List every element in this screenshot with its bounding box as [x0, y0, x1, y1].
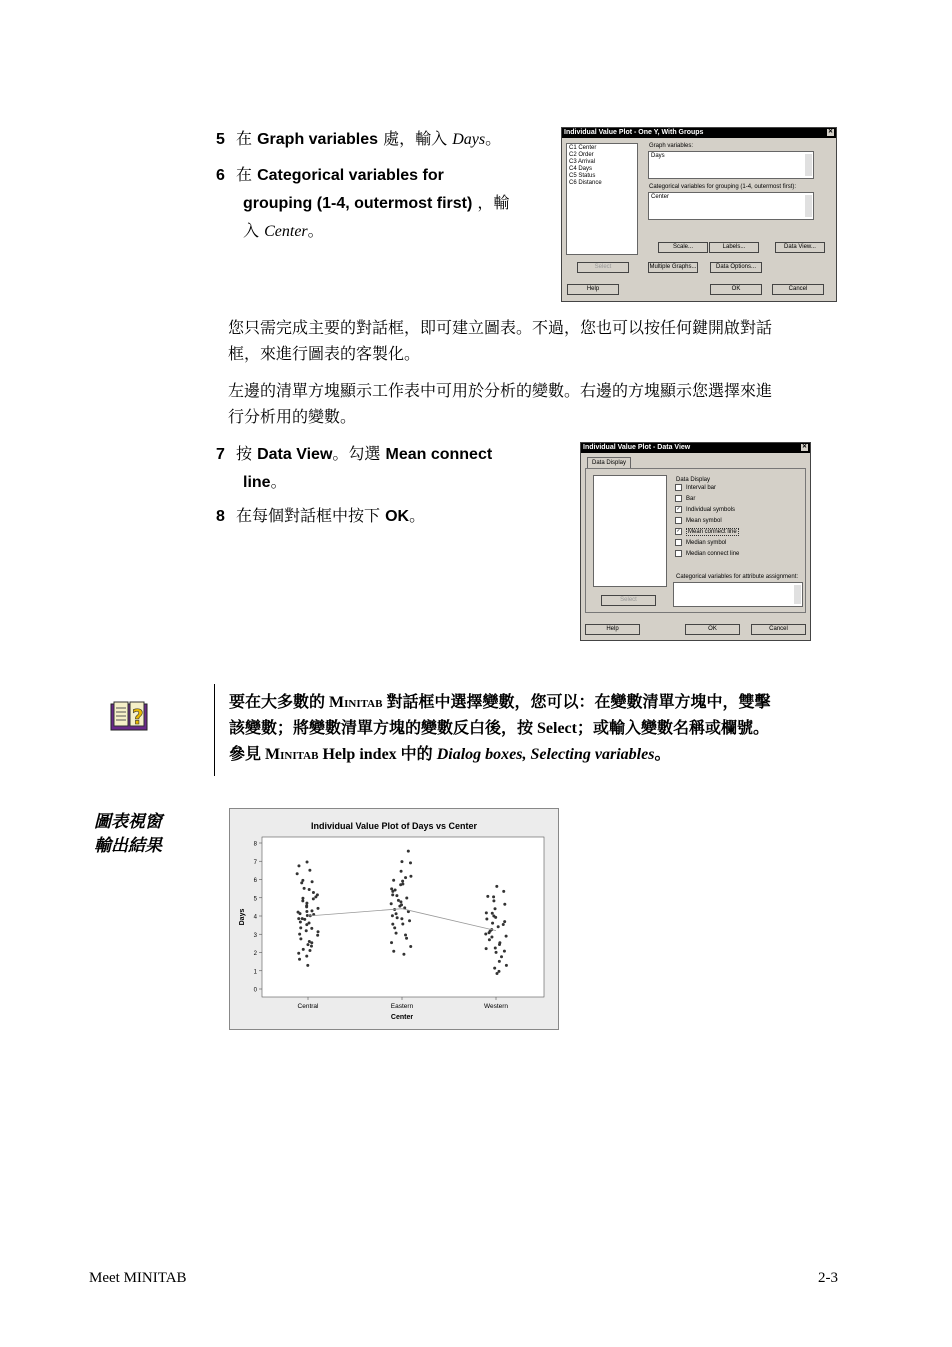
step-keyword: grouping (1-4, outermost first) — [243, 195, 473, 212]
data-point — [404, 876, 407, 879]
book-question-icon-graphic — [110, 700, 150, 734]
data-point — [392, 950, 395, 953]
help-button[interactable]: Help — [567, 284, 619, 295]
categorical-variables-field[interactable] — [648, 192, 814, 220]
graph-variables-value: Days — [651, 153, 665, 159]
y-tick-label: 7 — [253, 859, 257, 866]
data-point — [312, 897, 315, 900]
data-point — [401, 882, 404, 885]
close-icon[interactable]: ✕ — [801, 444, 808, 450]
data-point — [308, 949, 311, 952]
data-point — [302, 948, 305, 951]
paragraph-line: 左邊的清單方塊顯示工作表中可用於分析的變數。右邊的方塊顯示您選擇來進 — [228, 381, 773, 400]
data-point — [296, 872, 299, 875]
checkbox-checked[interactable]: ✓ — [676, 528, 681, 534]
step-8 — [216, 502, 556, 530]
data-point — [404, 933, 407, 936]
data-point — [301, 917, 304, 920]
data-point — [497, 970, 500, 973]
data-point — [395, 932, 398, 935]
data-point — [305, 902, 308, 905]
data-point — [409, 945, 412, 948]
data-point — [297, 917, 300, 920]
note-text: Help index 中的 — [318, 746, 437, 763]
data-point — [394, 889, 397, 892]
dialog-title-bar — [562, 128, 836, 138]
step-7 — [216, 440, 556, 496]
data-point — [491, 922, 494, 925]
individual-value-plot — [230, 809, 558, 1029]
y-tick-label: 6 — [253, 878, 257, 884]
data-point — [391, 923, 394, 926]
multiple-graphs-button[interactable]: Multiple Graphs... — [648, 262, 698, 273]
data-point — [392, 879, 395, 882]
y-tick-label: 8 — [253, 841, 257, 848]
select-button[interactable]: Select — [577, 262, 629, 273]
data-point — [305, 929, 308, 932]
step-text: 按 — [236, 444, 258, 463]
note-divider — [214, 684, 215, 776]
option-label: Median connect line — [686, 551, 740, 558]
y-tick-label: 3 — [253, 932, 257, 939]
option-median-connect-line[interactable] — [675, 550, 739, 559]
labels-button[interactable]: Labels... — [709, 242, 759, 253]
data-point — [308, 940, 311, 943]
data-point — [397, 899, 400, 902]
x-tick-label: Eastern — [390, 1003, 414, 1010]
step-value: Center — [264, 223, 308, 240]
help-button[interactable]: Help — [585, 624, 640, 635]
data-point — [308, 888, 311, 891]
step-keyword: Data View — [257, 446, 333, 463]
step-text: 在每個對話框中按下 — [236, 506, 386, 525]
graph-variables-label: Graph variables: — [649, 143, 694, 149]
data-display-group-label: Data Display — [676, 477, 711, 483]
data-point — [305, 904, 308, 907]
note-reference: Dialog boxes, Selecting variables — [436, 746, 655, 763]
option-label: Median symbol — [686, 540, 727, 547]
data-point — [299, 937, 302, 940]
dialog-title-bar — [581, 443, 810, 453]
side-label — [94, 810, 162, 858]
step-text: ，輸 — [472, 193, 510, 212]
x-axis-label: Center — [390, 1014, 414, 1021]
data-point — [400, 917, 403, 920]
dialog-title: Individual Value Plot - One Y, With Groups — [564, 129, 704, 136]
data-point — [408, 919, 411, 922]
data-point — [486, 895, 489, 898]
data-point — [400, 903, 403, 906]
data-point — [391, 914, 394, 917]
column-list[interactable] — [566, 143, 638, 255]
graph-variables-field[interactable] — [648, 151, 814, 179]
checkbox[interactable] — [675, 495, 682, 502]
data-point — [303, 887, 306, 890]
dialog-data-view — [580, 442, 811, 641]
categorical-variables-value: Center — [651, 194, 670, 200]
data-point — [390, 902, 393, 905]
data-point — [503, 903, 506, 906]
data-point — [400, 860, 403, 863]
data-point — [393, 926, 396, 929]
y-axis-label: Days — [239, 908, 246, 926]
option-label: Bar — [686, 496, 696, 503]
option-label: Mean connect line — [688, 529, 737, 536]
svg-text:?: ? — [132, 705, 144, 729]
step-text: 。 — [270, 472, 287, 491]
paragraph-line: 您只需完成主要的對話框，即可建立圖表。不過，您也可以按任何鍵開啟對話 — [228, 318, 773, 337]
dialog-title: Individual Value Plot - Data View — [583, 444, 691, 451]
step-number: 6 — [216, 167, 225, 184]
data-point — [409, 861, 412, 864]
option-label: Individual symbols — [686, 507, 736, 514]
note-text: 要在大多數的 — [229, 694, 330, 711]
categorical-variables-label: Categorical variables for grouping (1-4, outermost first): — [649, 184, 797, 190]
note-line-2: 該變數；將變數清單方塊的變數反白後，按 Select；或輸入變數名稱或欄號。 — [229, 720, 769, 737]
step-keyword: Mean connect — [385, 446, 493, 463]
data-point — [500, 955, 503, 958]
ok-button[interactable]: OK — [710, 284, 762, 295]
data-point — [495, 951, 498, 954]
column-item[interactable]: C6 Distance — [569, 180, 602, 186]
tip-note — [229, 690, 849, 768]
y-tick-label: 5 — [253, 896, 257, 903]
column-item[interactable]: C5 Status — [569, 173, 596, 179]
data-point — [498, 941, 501, 944]
data-point — [485, 917, 488, 920]
dialog-one-y-with-groups — [561, 127, 837, 302]
column-item[interactable]: C2 Order — [569, 152, 594, 158]
paragraph-1 — [228, 315, 833, 367]
data-point — [488, 938, 491, 941]
brand-name: Minitab — [329, 694, 383, 711]
data-point — [405, 897, 408, 900]
data-point — [306, 860, 309, 863]
data-point — [311, 880, 314, 883]
data-point — [502, 923, 505, 926]
data-point — [485, 947, 488, 950]
data-point — [503, 950, 506, 953]
step-text: 在 — [236, 129, 258, 148]
step-text: 。勾選 — [332, 444, 386, 463]
option-label: Mean symbol — [686, 518, 722, 525]
page-number: 2-3 — [818, 1270, 838, 1286]
data-point — [494, 907, 497, 910]
checkbox[interactable] — [675, 539, 682, 546]
paragraph-line: 行分析用的變數。 — [228, 407, 357, 426]
data-point — [503, 920, 506, 923]
close-icon[interactable]: ✕ — [827, 129, 834, 135]
data-point — [317, 930, 320, 933]
data-point — [301, 879, 304, 882]
side-label-line: 圖表視窗 — [94, 812, 162, 832]
chart-title: Individual Value Plot of Days vs Center — [310, 821, 478, 831]
data-point — [395, 894, 398, 897]
step-6 — [216, 161, 556, 245]
y-tick-label: 2 — [253, 951, 257, 957]
data-point — [505, 935, 508, 938]
data-point — [316, 934, 319, 937]
step-text: 在 — [236, 165, 258, 184]
x-tick-label: Central — [297, 1003, 319, 1010]
data-point — [491, 912, 494, 915]
attribute-assignment-field[interactable] — [673, 582, 803, 607]
data-point — [306, 914, 309, 917]
paragraph-line: 框，來進行圖表的客製化。 — [228, 344, 421, 363]
option-bar[interactable] — [675, 495, 695, 504]
brand-name: Minitab — [265, 746, 319, 763]
step-text: 。 — [485, 129, 502, 148]
step-keyword: OK — [385, 508, 410, 525]
data-point — [297, 864, 300, 867]
data-point — [306, 943, 309, 946]
data-point — [301, 897, 304, 900]
tab-label: Data Display — [592, 460, 627, 466]
scrollbar[interactable] — [794, 585, 801, 604]
ok-button[interactable]: OK — [685, 624, 740, 635]
y-tick-label: 1 — [253, 969, 257, 976]
data-point — [493, 967, 496, 970]
data-point — [495, 885, 498, 888]
data-point — [301, 899, 304, 902]
data-point — [395, 912, 398, 915]
data-point — [316, 893, 319, 896]
data-point — [390, 941, 393, 944]
data-point — [317, 907, 320, 910]
note-line-3 — [229, 742, 849, 768]
data-point — [401, 922, 404, 925]
checkbox[interactable] — [675, 484, 682, 491]
scrollbar[interactable] — [805, 154, 812, 176]
option-interval-bar[interactable] — [675, 484, 716, 493]
note-line-1 — [229, 690, 849, 716]
data-point — [402, 953, 405, 956]
data-point — [310, 909, 313, 912]
step-number: 7 — [216, 446, 225, 463]
data-point — [497, 925, 500, 928]
column-item[interactable]: C1 Center — [569, 145, 597, 151]
data-point — [498, 960, 501, 963]
cancel-button[interactable]: Cancel — [751, 624, 806, 635]
data-view-button[interactable]: Data View... — [775, 242, 825, 253]
step-text: 入 — [243, 221, 265, 240]
footer-left: Meet MINITAB — [89, 1270, 187, 1286]
data-point — [305, 910, 308, 913]
y-tick-label: 4 — [253, 914, 257, 921]
column-list-items — [567, 144, 637, 188]
option-median-symbol[interactable] — [675, 539, 726, 548]
data-point — [409, 875, 412, 878]
y-tick-label: 0 — [253, 987, 257, 994]
option-individual-symbols[interactable] — [675, 506, 735, 515]
scale-button[interactable]: Scale... — [658, 242, 708, 253]
checkbox-checked[interactable]: ✓ — [676, 506, 681, 512]
data-point — [312, 891, 315, 894]
data-point — [310, 927, 313, 930]
data-point — [492, 915, 495, 918]
step-number: 8 — [216, 508, 225, 525]
data-point — [297, 911, 300, 914]
data-point — [396, 916, 399, 919]
data-point — [297, 952, 300, 955]
attribute-assignment-label: Categorical variables for attribute assignment: — [676, 574, 799, 580]
step-value: Days — [452, 131, 486, 148]
step-number: 5 — [216, 131, 225, 148]
step-text: 。 — [307, 221, 324, 240]
data-point — [305, 955, 308, 958]
note-text: 對話框中選擇變數，您可以：在變數清單方塊中，雙擊 — [382, 694, 771, 711]
data-point — [484, 933, 487, 936]
data-point — [407, 850, 410, 853]
data-point — [502, 890, 505, 893]
select-button[interactable]: Select — [601, 595, 656, 606]
step-keyword: Categorical variables for — [257, 167, 444, 184]
column-item[interactable]: C3 Arrival — [569, 159, 596, 165]
chart-window — [229, 808, 559, 1030]
data-point — [308, 921, 311, 924]
checkbox[interactable] — [675, 517, 682, 524]
option-label: Interval bar — [686, 485, 717, 492]
data-point — [492, 895, 495, 898]
column-item[interactable]: C4 Days — [569, 166, 593, 172]
scrollbar[interactable] — [805, 195, 812, 217]
data-point — [310, 945, 313, 948]
note-text: 參見 — [229, 746, 266, 763]
step-text: 處，輸入 — [378, 129, 453, 148]
variable-list[interactable] — [593, 475, 667, 587]
step-5 — [216, 125, 556, 153]
data-point — [494, 947, 497, 950]
data-point — [308, 869, 311, 872]
step-keyword: Graph variables — [257, 131, 379, 148]
data-point — [400, 870, 403, 873]
data-point — [405, 937, 408, 940]
checkbox[interactable] — [675, 550, 682, 557]
x-tick-label: Western — [483, 1003, 509, 1010]
note-text: 。 — [654, 746, 671, 763]
data-point — [490, 935, 493, 938]
data-point — [299, 921, 302, 924]
data-point — [306, 964, 309, 967]
data-point — [298, 958, 301, 961]
option-mean-connect-line[interactable] — [675, 528, 739, 537]
cancel-button[interactable]: Cancel — [772, 284, 824, 295]
data-point — [399, 900, 402, 903]
step-text: 。 — [409, 506, 426, 525]
data-point — [485, 911, 488, 914]
data-point — [391, 893, 394, 896]
data-point — [390, 887, 393, 890]
data-point — [492, 899, 495, 902]
step-keyword: line — [243, 474, 271, 491]
data-point — [401, 880, 404, 883]
data-point — [505, 964, 508, 967]
data-point — [299, 926, 302, 929]
option-mean-symbol[interactable] — [675, 517, 722, 526]
data-point — [298, 933, 301, 936]
paragraph-2 — [228, 378, 833, 430]
side-label-line: 輸出結果 — [94, 836, 162, 856]
book-question-icon — [110, 700, 150, 734]
data-options-button[interactable]: Data Options... — [710, 262, 762, 273]
